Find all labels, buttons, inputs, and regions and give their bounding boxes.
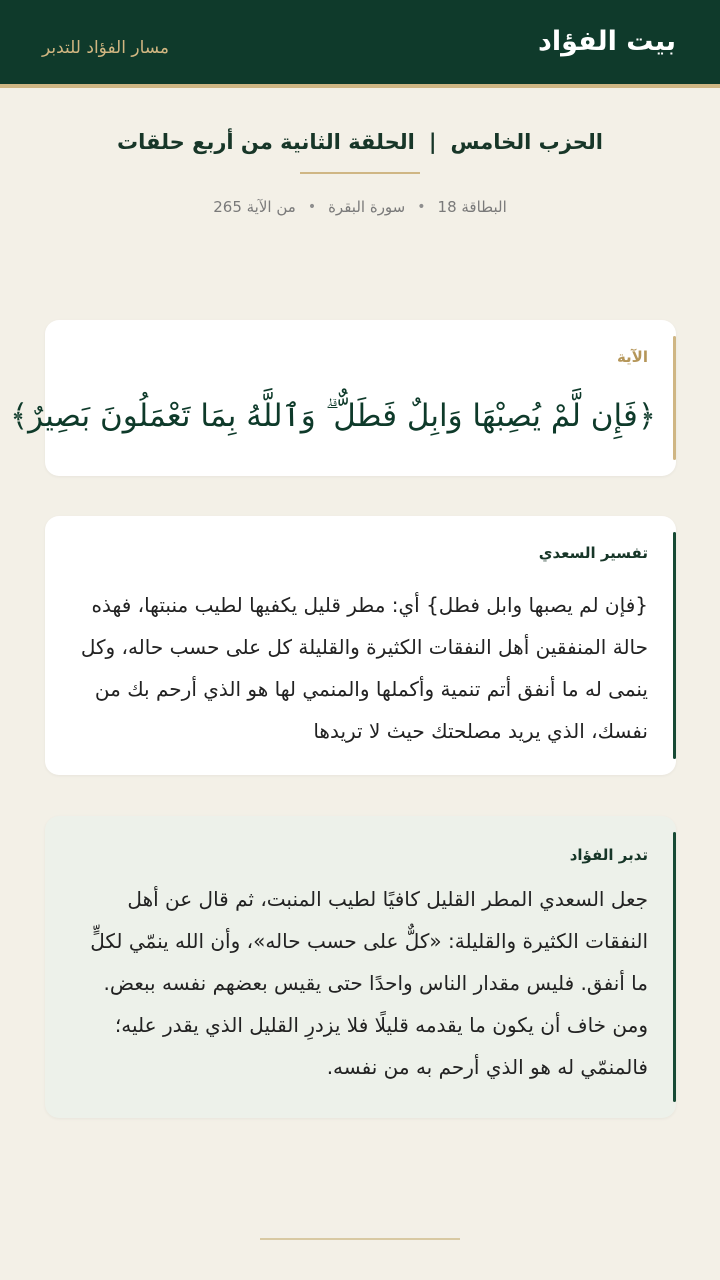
- tadabbur-card-label: تدبر الفؤاد: [569, 846, 648, 864]
- app-header: [0, 0, 720, 88]
- meta-dot-2: •: [307, 199, 317, 215]
- hizb-label: الحزب الخامس: [450, 130, 604, 154]
- app-title: بيت الفؤاد: [537, 26, 676, 57]
- ayah-card-accent: [673, 336, 676, 460]
- tadabbur-card: [45, 816, 676, 1118]
- session-title: [117, 130, 603, 154]
- ayah-start: من الآية 265: [213, 198, 296, 216]
- tafsir-card-accent: [673, 532, 676, 759]
- ayah-text: ﴿فَإِن لَّمْ يُصِبْهَا وَابِلٌ فَطَلٌّ ۗ وَٱللَّهُ بِمَا تَعْمَلُونَ بَصِيرٌ﴾: [9, 398, 656, 434]
- tafsir-card: [45, 516, 676, 775]
- tafsir-card-label: تفسير السعدي: [538, 544, 648, 562]
- title-separator: |: [428, 130, 437, 154]
- app-subtitle-link[interactable]: مسار الفؤاد للتدبر: [42, 38, 170, 58]
- ayah-card: [9, 320, 676, 476]
- ayah-card-label: الآية: [616, 348, 648, 366]
- tadabbur-card-accent: [673, 832, 676, 1102]
- surah-name: سورة البقرة: [328, 198, 406, 216]
- session-title-block: [0, 130, 720, 216]
- meta-dot-1: •: [417, 199, 426, 215]
- session-meta: [213, 198, 507, 216]
- card-number: البطاقة 18: [437, 198, 507, 216]
- tadabbur-text: جعل السعدي المطر القليل كافيًا لطيب المنبت، ثم قال عن أهل النفقات الكثيرة والقليلة: «كلٌّ على حسب حاله»، وأن الله ينمّي لكلٍّ ما أنفق. فليس مقدار الناس واحدًا حتى يقيس بعضهم نفسه ببعض. ومن خاف أن يكون ما يقدمه قليلًا فلا يزدرِ القليل الذي يقدر عليه؛ فالمنمّي له هو الذي أرحم به من نفسه.: [90, 887, 648, 1079]
- footer-divider: [260, 1238, 460, 1240]
- tafsir-text: {فإن لم يصبها وابل فطل} أي: مطر قليل يكفيها لطيب منبتها، فهذه حالة المنفقين أهل النفقات الكثيرة والقليلة كل على حسب حاله، وكل ينمى له ما أنفق أتم تنمية وأكملها والمنمي لها هو الذي أرحم بك من نفسك، الذي يريد مصلحتك حيث لا تريدها: [80, 593, 648, 743]
- part-label: الحلقة الثانية من أربع حلقات: [116, 130, 415, 154]
